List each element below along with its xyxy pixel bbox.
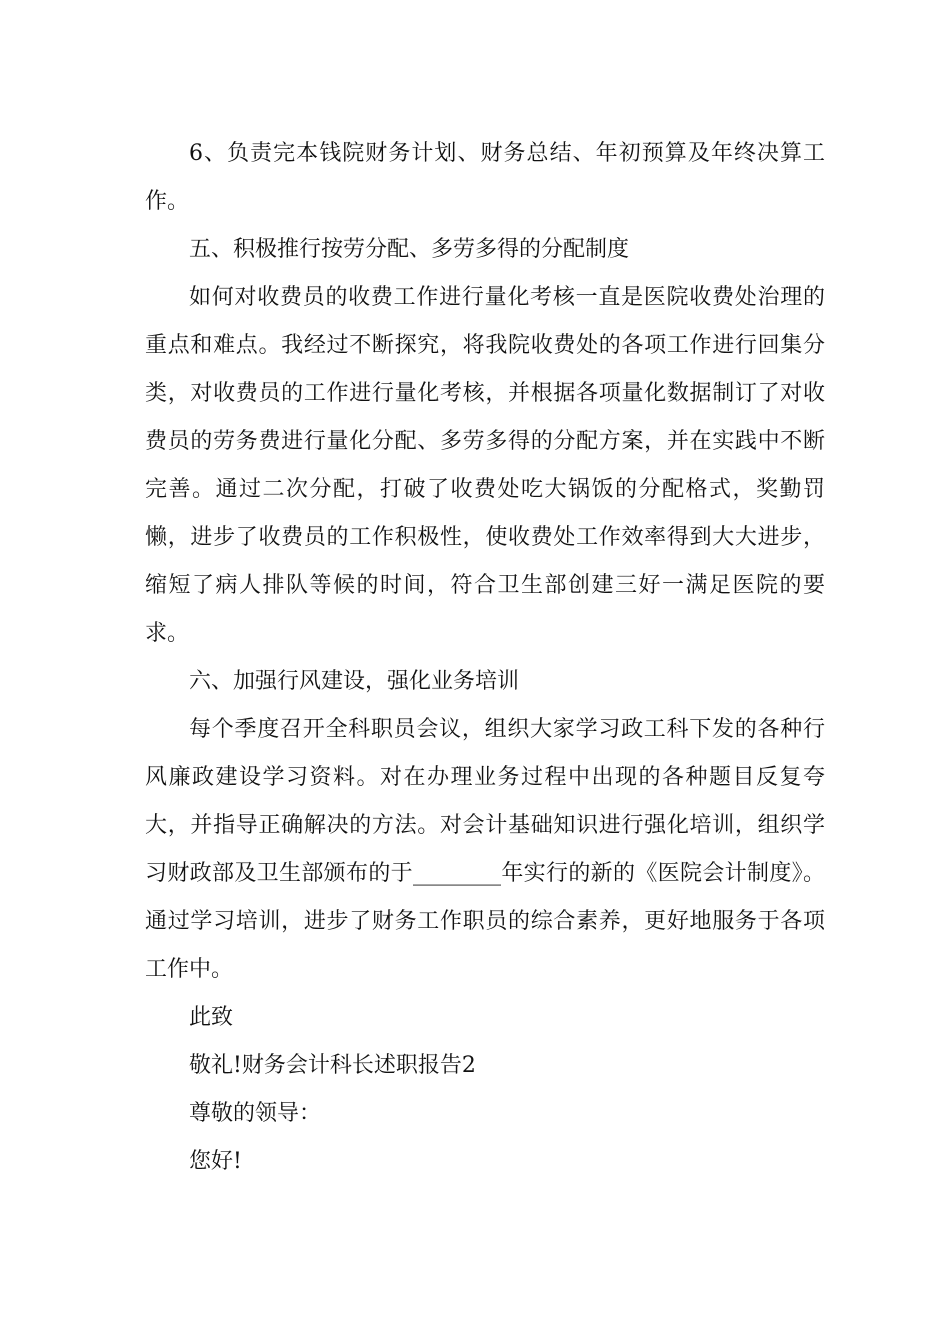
greeting-hello: 您好! (189, 1149, 242, 1174)
paragraph-section-6-body: 每个季度召开全科职员会议，组织大家学习政工科下发的各种行风廉政建设学习资料。对在办理业务过程中出现的各种题目反复夸大，并指导正确解决的方法。对会计基础知识进行强化培训，组织学习财政部及卫生部颁布的于________年实行的新的《医院会计制度》。通过学习培训，进步了财务工作职员的综合素养，更好地服务于各项工作中。 (145, 717, 825, 982)
paragraph-section-5-body: 如何对收费员的收费工作进行量化考核一直是医院收费处治理的重点和难点。我经过不断探究，将我院收费处的各项工作进行回集分类，对收费员的工作进行量化考核，并根据各项量化数据制订了对收费员的劳务费进行量化分配、多劳多得的分配方案，并在实践中不断完善。通过二次分配，打破了收费处吃大锅饭的分配格式，奖勤罚懒，进步了收费员的工作积极性，使收费处工作效率得到大大进步，缩短了病人排队等候的时间，符合卫生部创建三好一满足医院的要求。 (145, 285, 825, 646)
section-heading-5: 五、积极推行按劳分配、多劳多得的分配制度 (189, 237, 630, 262)
section-heading-6: 六、加强行风建设，强化业务培训 (189, 669, 520, 694)
document-body (145, 130, 825, 1186)
salutation-and-report-title: 敬礼!财务会计科长述职报告2 (189, 1053, 476, 1078)
greeting-addressee: 尊敬的领导： (189, 1101, 322, 1126)
closing-line: 此致 (189, 1005, 234, 1030)
paragraph-item-6: 6、负责完本钱院财务计划、财务总结、年初预算及年终决算工作。 (145, 141, 825, 214)
